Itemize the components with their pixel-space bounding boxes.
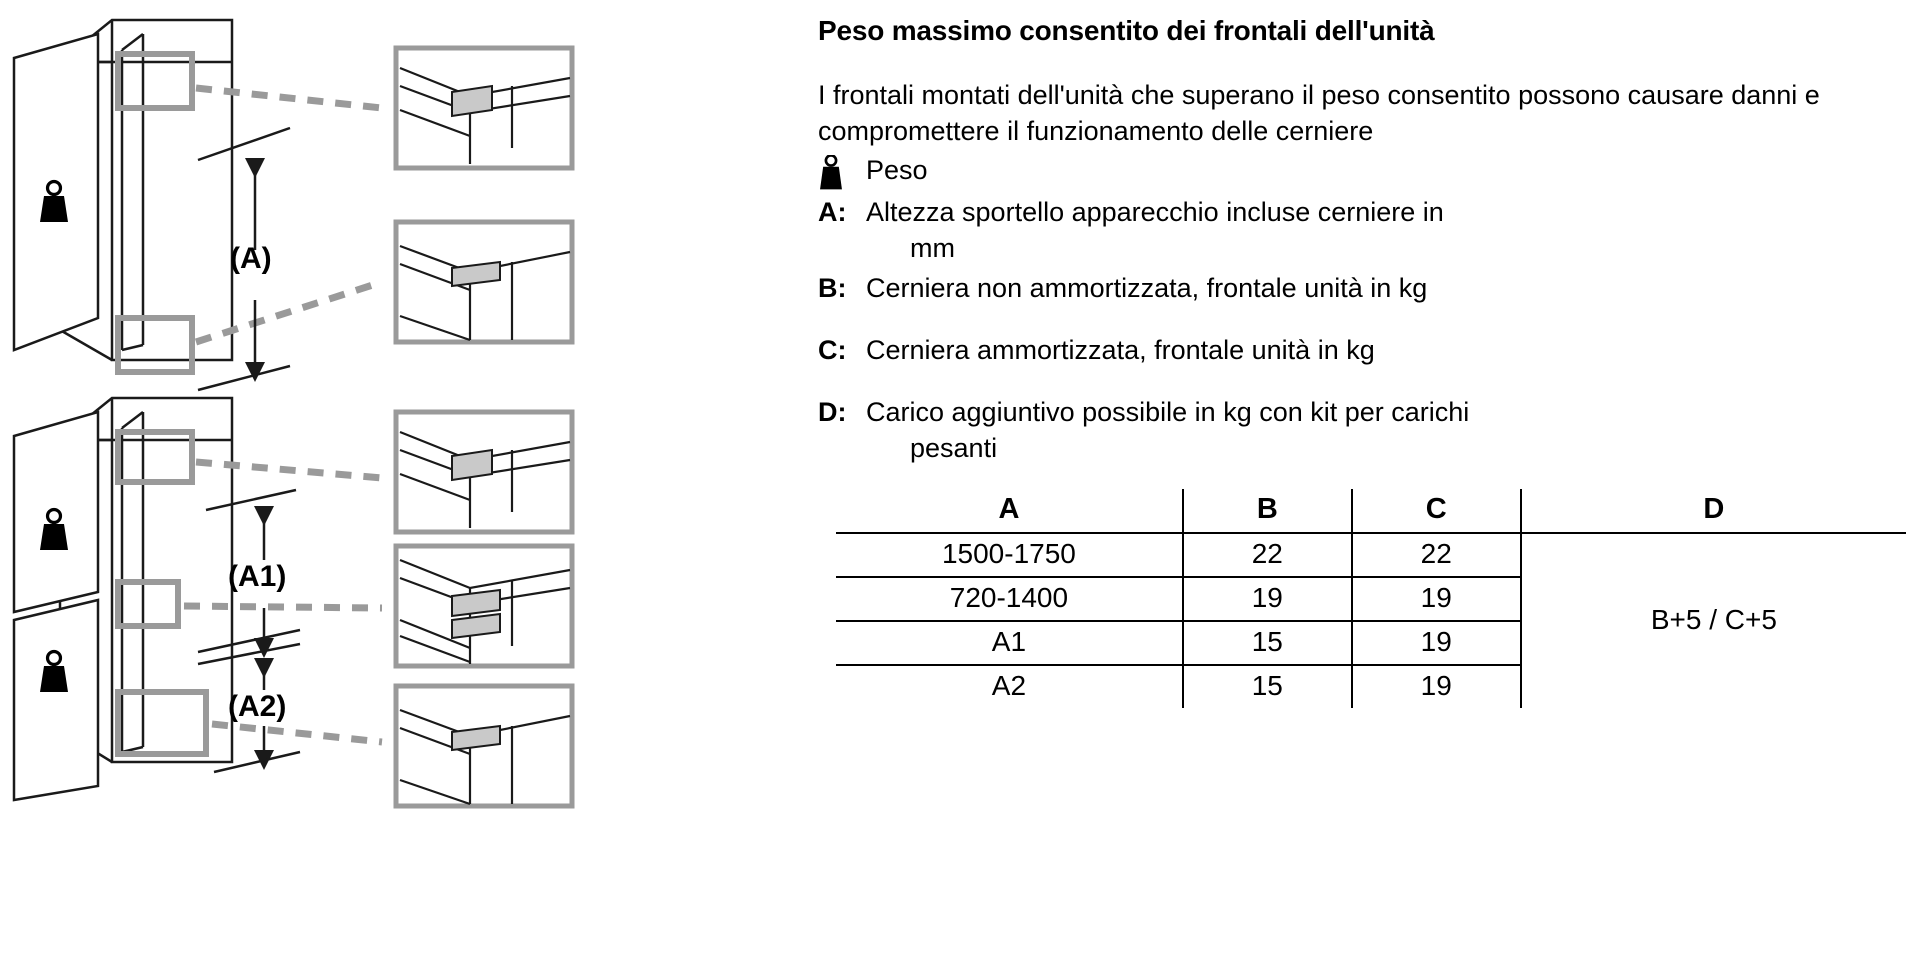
header-a: A — [998, 492, 1020, 525]
dimension-label-a2: (A2) — [228, 690, 287, 723]
legend-list — [818, 153, 1908, 466]
legend-item-a — [818, 195, 1908, 267]
cell-c-2: 19 — [1352, 577, 1521, 621]
header-c: C — [1352, 489, 1521, 533]
dimension-label-a: (A) — [230, 242, 272, 275]
legend-label-d-line2: pesanti — [910, 432, 998, 463]
weight-icon — [818, 153, 866, 191]
cell-b-2: 19 — [1183, 577, 1352, 621]
weight-table-body — [836, 533, 1906, 708]
legend-label-weight: Peso — [866, 155, 928, 186]
appliance-diagram — [0, 0, 800, 960]
cell-a-4: A2 — [991, 669, 1027, 701]
cell-a-1: 1500-1750 — [941, 537, 1076, 569]
legend-item-b — [818, 271, 1908, 307]
cell-c-3: 19 — [1352, 621, 1521, 665]
detail-frame-top-1 — [396, 48, 572, 168]
legend-key-c: C: — [818, 335, 847, 366]
header-b: B — [1183, 489, 1352, 533]
table-header-row — [836, 489, 1906, 533]
diagram-top-assembly — [14, 20, 572, 390]
legend-label-a — [866, 195, 1866, 267]
leader-bottom-3 — [212, 724, 382, 742]
dimension-label-a1: (A1) — [228, 560, 287, 593]
weight-table — [836, 489, 1906, 708]
legend-label-d-line1: Carico aggiuntivo possibile in kg con kit per carichi — [866, 397, 1470, 428]
legend-key-a: A: — [818, 197, 847, 228]
cell-c-4: 19 — [1352, 665, 1521, 708]
legend-item-weight — [818, 153, 1908, 191]
cell-b-1: 22 — [1183, 533, 1352, 577]
cell-a-3: A1 — [991, 625, 1027, 657]
leader-bottom-2 — [184, 606, 382, 608]
legend-label-d — [866, 395, 1866, 467]
detail-frame-top-2 — [396, 222, 572, 342]
legend-label-a-line2: mm — [910, 233, 955, 264]
legend-label-b: Cerniera non ammortizzata, frontale unità in kg — [866, 273, 1428, 304]
legend-key-b: B: — [818, 273, 847, 304]
diagram-bottom-assembly — [14, 398, 572, 806]
detail-frame-bottom-2 — [396, 546, 572, 666]
legend-label-a-line1: Altezza sportello apparecchio incluse cerniere in — [866, 197, 1444, 228]
intro-paragraph: I frontali montati dell'unità che superano il peso consentito possono causare danni e compromettere il funzionamento delle cerniere — [818, 79, 1820, 146]
page-title: Peso massimo consentito dei frontali dell'unità — [818, 15, 1435, 46]
table-row — [836, 533, 1906, 577]
detail-frame-bottom-3 — [396, 686, 572, 806]
cell-c-1: 22 — [1352, 533, 1521, 577]
legend-key-d: D: — [818, 397, 847, 428]
weight-table-head — [836, 489, 1906, 533]
text-panel — [818, 0, 1908, 960]
legend-item-c — [818, 333, 1908, 369]
cell-b-3: 15 — [1183, 621, 1352, 665]
cell-d-value: B+5 / C+5 — [1650, 603, 1777, 635]
detail-frame-bottom-1 — [396, 412, 572, 532]
cell-a-2: 720-1400 — [949, 581, 1069, 613]
header-d: D — [1703, 492, 1725, 525]
cell-b-4: 15 — [1183, 665, 1352, 708]
legend-item-d — [818, 395, 1908, 467]
diagram-svg — [0, 0, 800, 960]
legend-label-c: Cerniera ammortizzata, frontale unità in kg — [866, 335, 1375, 366]
